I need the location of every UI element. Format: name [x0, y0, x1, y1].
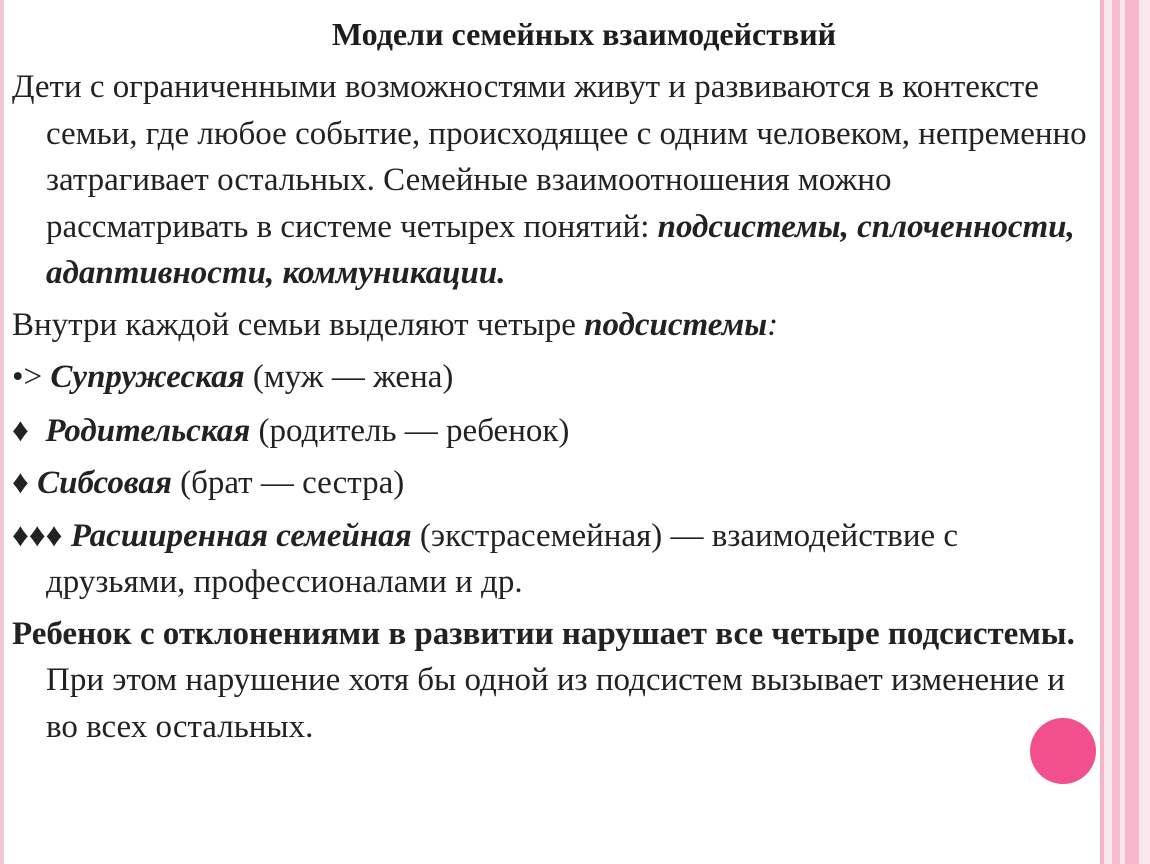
right-stripe	[1104, 0, 1112, 864]
right-stripe	[1139, 0, 1150, 864]
conclusion-text: При этом нарушение хотя бы одной из подсистем вызывает изменение и во всех остальных.	[46, 662, 1066, 745]
list-item	[12, 408, 1092, 455]
bullet-icon: •>	[12, 359, 43, 395]
subsystem-name: Родительская	[45, 412, 251, 449]
slide-content	[12, 14, 1092, 750]
subsystem-desc: (экстрасемейная) — взаимодействие с друзьями, профессионалами и др.	[46, 517, 959, 600]
right-stripe	[1112, 0, 1120, 864]
intro-text: Дети с ограниченными возможностями живут и развиваются в контексте семьи, где любое событие, происходящее с одним человеком, непременно затрагивает остальных. Семейные взаимоотношения можно рассматривать в системе четырех понятий:	[12, 69, 1087, 245]
list-item	[12, 460, 1092, 507]
subsystem-name: Супружеская	[50, 359, 245, 395]
intro-paragraph	[12, 64, 1092, 297]
list-item	[12, 513, 1092, 606]
subsystems-intro-emphasis: подсистемы	[584, 306, 768, 343]
subsystems-intro	[12, 302, 1092, 349]
conclusion-paragraph	[12, 611, 1092, 751]
subsystems-intro-suffix: :	[767, 306, 779, 343]
subsystem-desc: (брат — сестра)	[171, 465, 405, 501]
diamond-icon: ♦	[12, 412, 29, 449]
subsystem-name: Сибсовая	[37, 465, 172, 501]
left-border-decoration	[0, 0, 4, 864]
diamond-icon: ♦♦♦	[12, 517, 63, 554]
subsystem-desc: (родитель — ребенок)	[250, 412, 570, 449]
subsystem-desc: (муж — жена)	[244, 359, 454, 395]
subsystems-intro-text: Внутри каждой семьи выделяют четыре	[12, 306, 585, 343]
subsystem-name: Расширенная семейная	[70, 517, 412, 554]
intro-emphasis: подсистемы, сплоченности, адаптивности, коммуникации.	[46, 208, 1075, 291]
diamond-icon: ♦	[12, 465, 29, 501]
list-item	[12, 354, 1092, 401]
right-stripe	[1125, 0, 1139, 864]
decorative-circle	[1030, 718, 1096, 784]
slide-title: Модели семейных взаимодействий	[331, 16, 837, 52]
conclusion-bold: Ребенок с отклонениями в развитии нарушает все четыре подсистемы.	[12, 615, 1075, 652]
